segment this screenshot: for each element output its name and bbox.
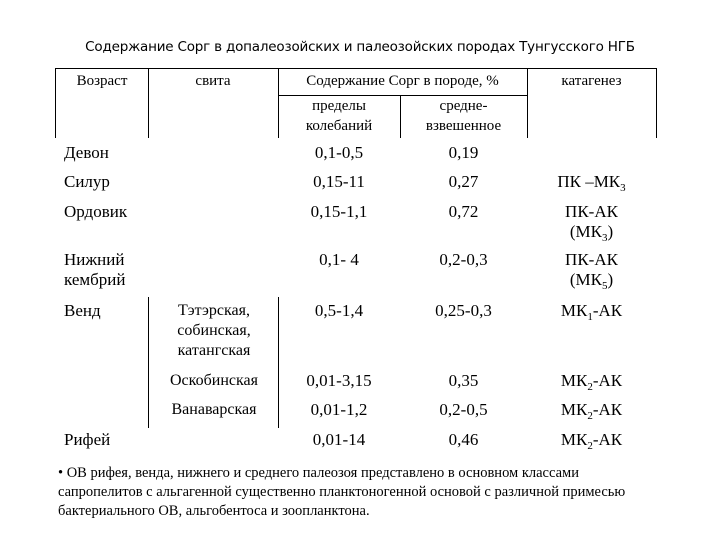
header-age: Возраст — [76, 73, 128, 89]
age-line: Рифей — [64, 430, 111, 449]
catagenesis-cell — [527, 250, 656, 290]
suite-cell — [150, 301, 278, 361]
age-cell — [64, 172, 148, 192]
age-cell — [64, 430, 148, 450]
catagenesis-text: (МК — [569, 222, 602, 241]
catagenesis-text: ПК –МК — [557, 172, 621, 191]
range-cell: 0,1-0,5 — [314, 143, 364, 162]
catagenesis-cell — [527, 430, 656, 450]
catagenesis-cell — [527, 400, 656, 420]
suite-cell — [150, 400, 278, 420]
catagenesis-text: ПК-АК — [565, 250, 618, 269]
catagenesis-cell — [527, 371, 656, 391]
weighted-cell: 0,35 — [448, 371, 479, 390]
catagenesis-text: МК — [560, 430, 588, 449]
catagenesis-line — [527, 301, 656, 321]
catagenesis-subscript: 2 — [587, 440, 593, 452]
col-divider-age-lower — [148, 297, 149, 428]
catagenesis-text: ПК-АК — [565, 202, 618, 221]
catagenesis-subscript: 5 — [601, 280, 608, 292]
weighted-cell: 0,27 — [448, 172, 479, 191]
catagenesis-line — [527, 270, 656, 290]
suite-line: катангская — [177, 342, 251, 359]
suite-line: Тэтэрская, — [178, 302, 250, 319]
catagenesis-subscript: 3 — [601, 232, 608, 244]
catagenesis-cell — [527, 301, 656, 321]
age-line: Девон — [64, 143, 109, 162]
header-content: Содержание Сорг в породе, % — [306, 73, 499, 89]
footnote: • ОВ рифея, венда, нижнего и среднего палеозоя представлено в основном классами сапропелитов с альгагенной существенно планктоногенной основой с различной примесью бактериального ОВ, альгобентоса и зоопланктона. — [58, 465, 626, 519]
catagenesis-text: (МК — [569, 270, 602, 289]
age-cell — [64, 202, 148, 222]
weighted-cell: 0,25-0,3 — [435, 301, 492, 320]
age-cell — [64, 301, 148, 321]
suite-line: Оскобинская — [170, 372, 258, 389]
catagenesis-subscript: 1 — [587, 311, 593, 323]
range-cell: 0,1- 4 — [319, 250, 359, 269]
weighted-cell: 0,2-0,3 — [439, 250, 488, 269]
catagenesis-suffix: -АК — [592, 301, 623, 320]
catagenesis-subscript: 3 — [620, 182, 626, 194]
table-title: Содержание Сорг в допалеозойских и палеозойских породах Тунгусского НГБ — [85, 39, 635, 55]
catagenesis-line — [527, 371, 656, 391]
table-right-border — [656, 68, 657, 138]
header-range: пределы колебаний — [305, 98, 373, 134]
catagenesis-line — [527, 250, 656, 270]
catagenesis-line — [527, 202, 656, 222]
age-line: кембрий — [64, 270, 126, 289]
catagenesis-line — [527, 222, 656, 242]
weighted-cell: 0,46 — [448, 430, 479, 449]
catagenesis-suffix: -АК — [592, 371, 623, 390]
catagenesis-suffix: ) — [607, 270, 614, 289]
age-line: Силур — [64, 172, 110, 191]
age-line: Венд — [64, 301, 101, 320]
header-weighted: средне- взвешенное — [425, 98, 502, 134]
catagenesis-subscript: 2 — [587, 381, 593, 393]
catagenesis-text: МК — [560, 400, 588, 419]
range-cell: 0,01-3,15 — [306, 371, 372, 390]
range-cell: 0,15-11 — [313, 172, 365, 191]
catagenesis-line — [527, 172, 656, 192]
range-cell: 0,01-1,2 — [310, 400, 368, 419]
suite-cell — [150, 371, 278, 391]
table-top-border — [55, 68, 657, 69]
catagenesis-suffix: -АК — [592, 400, 623, 419]
age-cell — [64, 143, 148, 163]
weighted-cell: 0,19 — [448, 143, 479, 162]
catagenesis-suffix: ) — [607, 222, 614, 241]
catagenesis-cell — [527, 202, 656, 242]
header-catagenesis: катагенез — [561, 73, 622, 89]
age-cell — [64, 250, 148, 290]
catagenesis-cell — [527, 172, 656, 192]
catagenesis-suffix: -АК — [592, 430, 623, 449]
catagenesis-text: МК — [560, 371, 588, 390]
header-suite: свита — [195, 73, 231, 89]
suite-line: собинская, — [177, 322, 251, 339]
catagenesis-subscript: 2 — [587, 410, 593, 422]
catagenesis-line — [527, 430, 656, 450]
suite-line: Ванаварская — [171, 401, 257, 418]
range-cell: 0,5-1,4 — [314, 301, 364, 320]
weighted-cell: 0,72 — [448, 202, 479, 221]
range-cell: 0,01-14 — [312, 430, 366, 449]
weighted-cell: 0,2-0,5 — [439, 400, 488, 419]
catagenesis-line — [527, 400, 656, 420]
age-line: Нижний — [64, 250, 125, 269]
age-line: Ордовик — [64, 202, 128, 221]
catagenesis-text: МК — [560, 301, 588, 320]
range-cell: 0,15-1,1 — [310, 202, 368, 221]
